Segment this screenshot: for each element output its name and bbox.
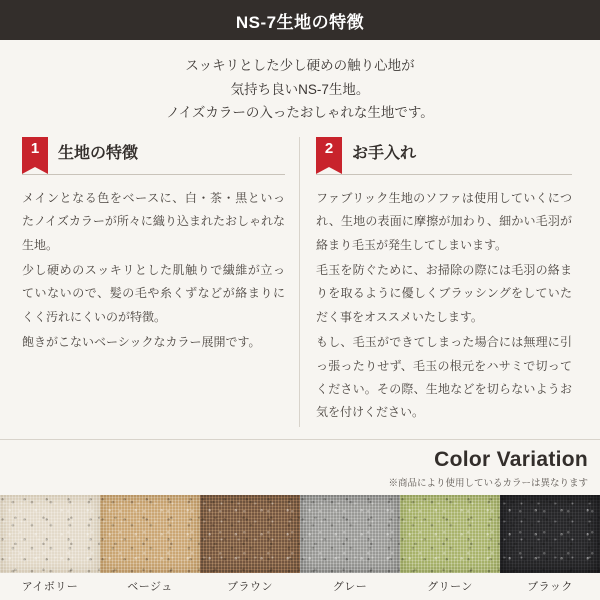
fabric-texture-icon [200,495,300,573]
swatch-chip-black[interactable] [500,495,600,573]
page-title: NS-7生地の特徴 [235,12,365,32]
section-1-number-badge: 1 [22,137,48,167]
section-1-title: 生地の特徴 [58,145,139,163]
fabric-texture-icon [300,495,400,573]
section-fabric-features [14,137,300,427]
section-care-instructions [300,137,586,427]
section-2-title: お手入れ [352,145,417,163]
swatch-chip-ivory[interactable] [0,495,100,573]
lead-line-3: ノイズカラーの入ったおしゃれな生地です。 [166,105,434,121]
fabric-texture-icon [500,495,600,573]
fabric-texture-icon [400,495,500,573]
list-item[interactable] [0,495,100,600]
list-item[interactable] [400,495,500,600]
section-1-paragraph: 少し硬めのスッキリとした肌触りで繊維が立っていないので、髪の毛や糸くずなどが絡まりにくく汚れにくいのが特徴。 [22,263,285,324]
swatch-list [0,495,600,600]
section-2-paragraph: もし、毛玉ができてしまった場合には無理に引っ張ったりせず、毛玉の根元をハサミで切ってください。その際、生地などを切らないようお気を付けください。 [316,335,572,420]
list-item[interactable] [200,495,300,600]
section-1-paragraph: 飽きがこないベーシックなカラー展開です。 [22,335,261,350]
swatch-label: アイボリー [21,581,79,593]
list-item[interactable] [500,495,600,600]
list-item[interactable] [300,495,400,600]
section-2-paragraph: 毛玉を防ぐために、お掃除の際には毛羽の絡まりを取るように優しくブラッシングをしていただく事をオススメいたします。 [316,263,572,324]
list-item[interactable] [100,495,200,600]
swatch-label: グレー [332,581,368,593]
page-header [0,0,600,40]
section-1-paragraph: メインとなる色をベースに、白・茶・黒といったノイズカラーが所々に織り込まれたおしゃれな生地。 [22,190,285,252]
section-2-paragraph: ファブリック生地のソファは使用していくにつれ、生地の表面に摩擦が加わり、細かい毛羽が絡まり毛玉が発生してしまいます。 [316,190,572,252]
color-variation-header [0,448,600,495]
swatch-chip-gray[interactable] [300,495,400,573]
fabric-texture-icon [0,495,100,573]
swatch-chip-brown[interactable] [200,495,300,573]
swatch-chip-green[interactable] [400,495,500,573]
section-1-header [22,137,285,175]
lead-copy [0,40,600,137]
fabric-texture-icon [100,495,200,573]
color-variation-title: Color Variation [434,448,588,471]
swatch-label: ベージュ [127,581,173,593]
lead-line-2: 気持ち良いNS-7生地。 [230,81,370,97]
color-variation-note: ※商品により使用しているカラーは異なります [388,478,588,489]
section-2-number-badge: 2 [316,137,342,167]
swatch-label: グリーン [427,581,473,593]
color-variation-section [0,439,600,600]
swatch-label: ブラック [527,581,573,593]
feature-columns [0,137,600,427]
section-2-body [316,187,572,425]
section-2-header [316,137,572,175]
swatch-chip-beige[interactable] [100,495,200,573]
lead-line-1: スッキリとした少し硬めの触り心地が [185,58,415,73]
swatch-label: ブラウン [227,581,273,593]
section-1-body [22,187,285,355]
